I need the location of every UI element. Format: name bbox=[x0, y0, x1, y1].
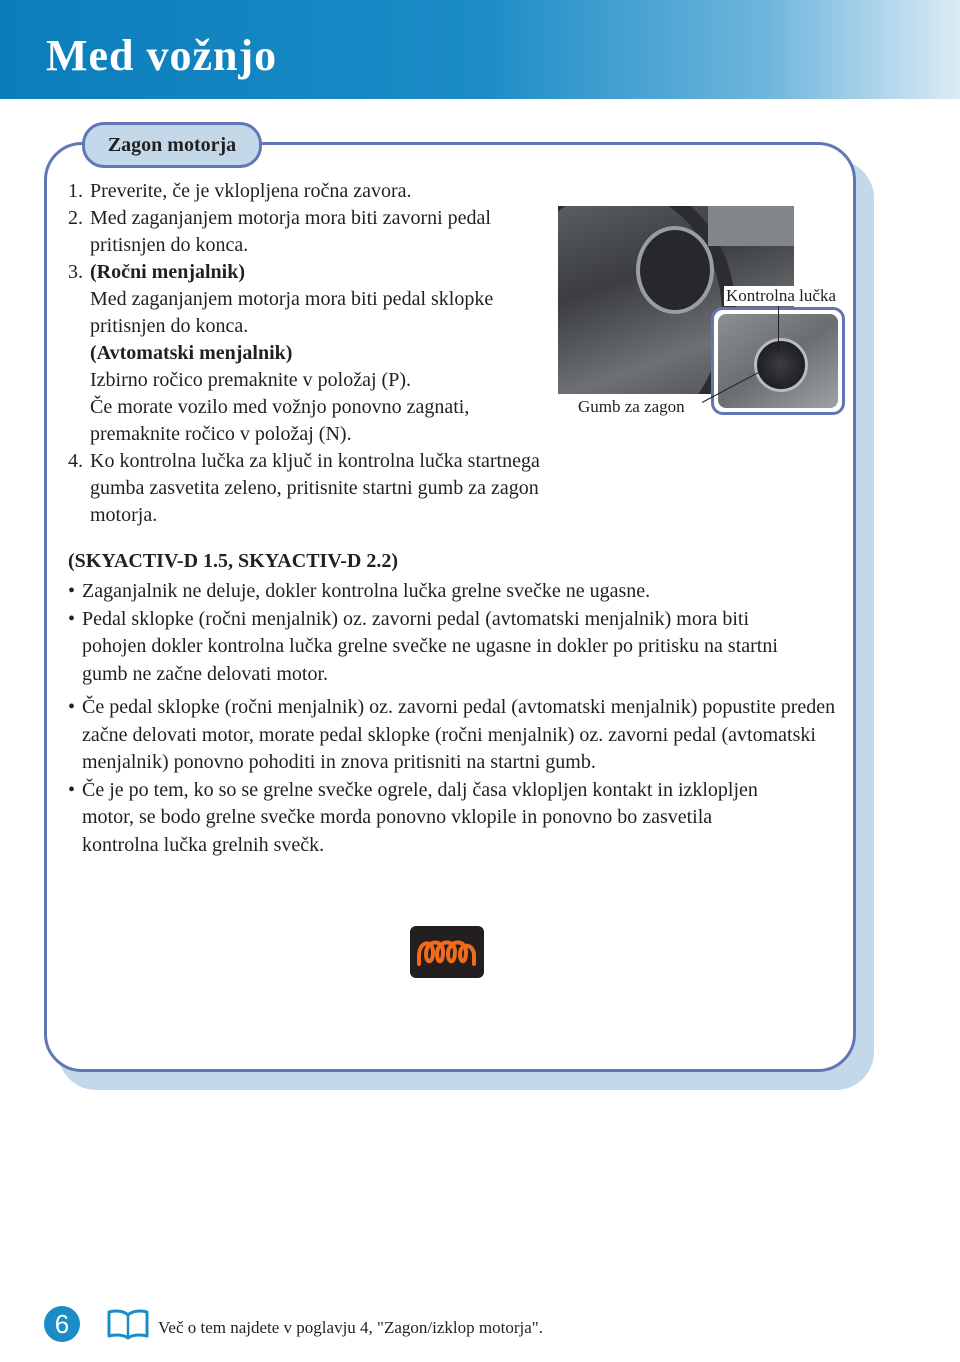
step-item bbox=[68, 448, 558, 529]
step-body bbox=[90, 259, 498, 448]
page-header bbox=[0, 0, 960, 99]
start-button-image bbox=[754, 338, 808, 392]
bullet: • bbox=[68, 580, 76, 602]
automatic-transmission-heading: (Avtomatski menjalnik) bbox=[90, 342, 293, 364]
list-item-text: Če je po tem, ko so se grelne svečke ogrele, dalj časa vklopljen kontakt in izklopljen motor, se bodo grelne svečke morda ponovno vklopile in ponovno bo zasvetila kontrolna lučka grelnih svečk. bbox=[82, 778, 758, 856]
step-number: 3. bbox=[68, 261, 83, 283]
step-item bbox=[68, 205, 508, 259]
indicator-leader-line bbox=[778, 306, 779, 354]
gauge-shape bbox=[636, 226, 714, 314]
list-item-text: Zaganjalnik ne deluje, dokler kontrolna lučka grelne svečke ne ugasne. bbox=[82, 580, 651, 602]
start-button-label: Gumb za zagon bbox=[578, 397, 685, 416]
list-item bbox=[68, 777, 788, 860]
diesel-notes-b bbox=[68, 694, 838, 859]
reference-note: Več o tem najdete v poglavju 4, "Zagon/izklop motorja". bbox=[158, 1318, 543, 1337]
bullet: • bbox=[68, 607, 76, 630]
manual-transmission-heading: (Ročni menjalnik) bbox=[90, 261, 245, 283]
book-icon bbox=[106, 1308, 150, 1340]
step-text: Med zaganjanjem motorja mora biti zavorni pedal pritisnjen do konca. bbox=[90, 207, 491, 256]
list-item bbox=[68, 606, 788, 689]
restart-transmission-text: Če morate vozilo med vožnjo ponovno zagnati, premaknite ročico v položaj (N). bbox=[90, 396, 470, 445]
step-text: Ko kontrolna lučka za ključ in kontrolna lučka startnega gumba zasvetita zeleno, pritisnite startni gumb za zagon motorja. bbox=[90, 450, 540, 526]
page-title: Med vožnjo bbox=[46, 31, 278, 80]
diesel-notes-a bbox=[68, 578, 838, 688]
start-steps-list bbox=[68, 178, 558, 529]
automatic-transmission-text: Izbirno ročico premaknite v položaj (P). bbox=[90, 369, 411, 391]
dash-vent-shape bbox=[708, 206, 794, 246]
step-text: Preverite, če je vklopljena ročna zavora. bbox=[90, 180, 412, 202]
page-number: 6 bbox=[44, 1306, 80, 1342]
list-item-text: Če pedal sklopke (ročni menjalnik) oz. zavorni pedal (avtomatski menjalnik) popustite preden začne delovati motor, morate pedal sklopke (ročni menjalnik) oz. zavorni pedal (avtomatski menjalnik) ponovno pohoditi in znova pritisniti na startni gumb. bbox=[82, 696, 836, 773]
list-item bbox=[68, 694, 838, 777]
section-tag: Zagon motorja bbox=[82, 122, 262, 168]
list-item-text: Pedal sklopke (ročni menjalnik) oz. zavorni pedal (avtomatski menjalnik) mora biti pohojen dokler kontrolna lučka grelne svečke ne ugasne in dokler po pritisku na startni gumb ne začne delovati motor. bbox=[82, 607, 778, 685]
glow-plug-coil-icon bbox=[410, 926, 484, 978]
diesel-heading: (SKYACTIV-D 1.5, SKYACTIV-D 2.2) bbox=[68, 550, 399, 572]
step-item bbox=[68, 178, 558, 205]
step-number: 1. bbox=[68, 180, 83, 202]
step-number: 4. bbox=[68, 450, 83, 472]
bullet: • bbox=[68, 696, 76, 718]
glow-plug-warning-icon bbox=[410, 926, 484, 978]
list-item bbox=[68, 578, 838, 606]
manual-transmission-text: Med zaganjanjem motorja mora biti pedal sklopke pritisnjen do konca. bbox=[90, 288, 494, 337]
step-item bbox=[68, 259, 498, 448]
step-number: 2. bbox=[68, 207, 83, 229]
bullet: • bbox=[68, 778, 76, 801]
indicator-label: Kontrolna lučka bbox=[726, 286, 836, 305]
